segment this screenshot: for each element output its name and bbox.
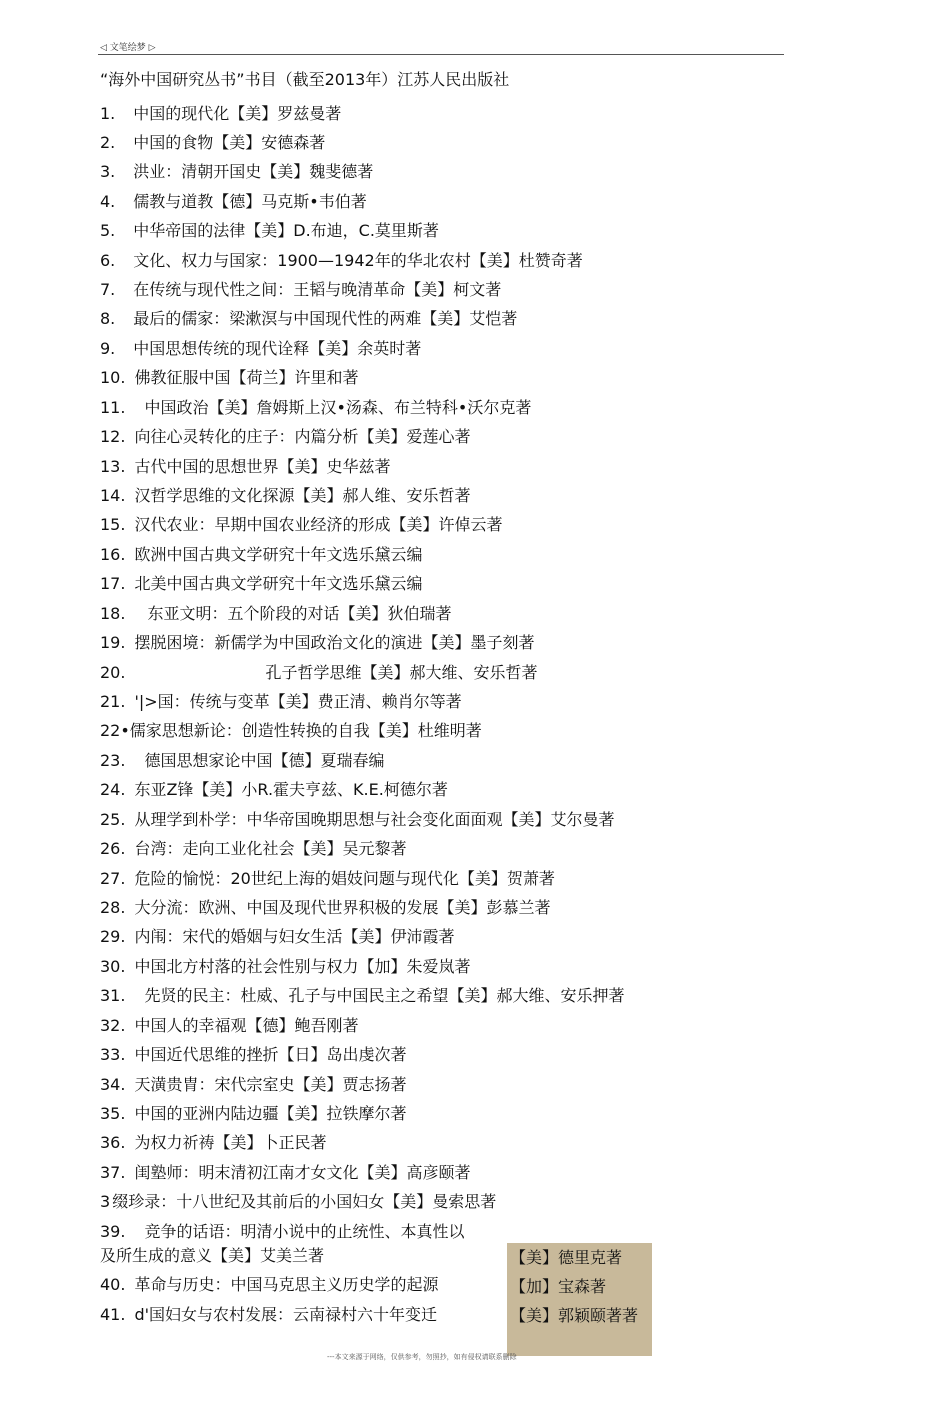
list-item — [100, 1192, 496, 1212]
item-number: 3 — [100, 1192, 111, 1211]
list-item-continuation — [100, 1246, 324, 1266]
list-item — [100, 604, 451, 624]
item-text: 中国的食物【美】安德森著 — [133, 133, 326, 152]
list-item — [100, 927, 454, 947]
header-divider — [98, 54, 784, 55]
item-number: 12. — [100, 427, 126, 446]
footer-disclaimer: ---本文来源于网络，仅供参考，勿照抄，如有侵权请联系删除 — [327, 1353, 517, 1361]
list-item — [100, 457, 390, 477]
item-text: 最后的儒家：梁漱溟与中国现代性的两难【美】艾恺著 — [133, 309, 518, 328]
item-number: 39. — [100, 1222, 126, 1241]
list-item — [100, 633, 534, 653]
item-text: 中国思想传统的现代诠释【美】余英时著 — [133, 339, 422, 358]
item-number: 11. — [100, 398, 126, 417]
item-number: 29. — [100, 927, 126, 946]
list-item — [100, 398, 531, 418]
item-text: 东亚文明：五个阶段的对话【美】狄伯瑞著 — [147, 604, 452, 623]
item-number: 2. — [100, 133, 116, 152]
item-number: 25. — [100, 810, 126, 829]
list-item — [100, 1016, 358, 1036]
list-item — [100, 869, 555, 889]
item-text: '|>国：传统与变革【美】费正清、赖肖尔等著 — [134, 692, 462, 711]
list-item — [100, 309, 517, 329]
item-text: 及所生成的意义【美】艾美兰著 — [100, 1246, 325, 1265]
list-item — [100, 280, 501, 300]
item-number: 35. — [100, 1104, 126, 1123]
list-item — [100, 1133, 326, 1153]
side-column-item: 【美】德里克著 — [510, 1248, 623, 1267]
list-item — [100, 221, 439, 241]
item-number: 10. — [100, 368, 126, 387]
item-text: 台湾：走向工业化社会【美】吴元黎著 — [134, 839, 407, 858]
item-text: 佛教征服中国【荷兰】许里和著 — [134, 368, 359, 387]
list-item — [100, 162, 373, 182]
item-text: 摆脱困境：新儒学为中国政治文化的演进【美】墨子刻著 — [134, 633, 535, 652]
item-number: 22• — [100, 721, 130, 740]
list-item — [100, 898, 550, 918]
item-number: 21. — [100, 692, 126, 711]
list-item — [100, 486, 470, 506]
list-item — [100, 692, 462, 712]
item-number: 41. — [100, 1305, 126, 1324]
list-item — [100, 780, 448, 800]
item-text: 古代中国的思想世界【美】史华兹著 — [134, 457, 391, 476]
list-item — [100, 1305, 437, 1325]
item-number: 37. — [100, 1163, 126, 1182]
item-number: 30. — [100, 957, 126, 976]
item-text: 在传统与现代性之间：王韬与晚清革命【美】柯文著 — [133, 280, 502, 299]
item-number: 3. — [100, 162, 116, 181]
item-text: 中华帝国的法律【美】D.布迪，C.莫里斯著 — [133, 221, 439, 240]
list-item — [100, 986, 624, 1006]
item-number: 32. — [100, 1016, 126, 1035]
item-text: 中国的亚洲内陆边疆【美】拉铁摩尔著 — [134, 1104, 407, 1123]
item-number: 1. — [100, 104, 116, 123]
list-item — [100, 104, 341, 124]
list-item — [100, 1275, 438, 1295]
item-text: 向往心灵转化的庄子：内篇分析【美】爱莲心著 — [134, 427, 471, 446]
item-number: 28. — [100, 898, 126, 917]
list-item — [100, 839, 406, 859]
list-item — [100, 663, 537, 683]
item-number: 18. — [100, 604, 126, 623]
item-text: d'国妇女与农村发展：云南禄村六十年变迁 — [134, 1305, 438, 1324]
list-item — [100, 427, 470, 447]
item-number: 17. — [100, 574, 126, 593]
item-text: 中国政治【美】詹姆斯上汉•汤森、布兰特科•沃尔克著 — [144, 398, 532, 417]
item-number: 6. — [100, 251, 116, 270]
header-mark: ◁ 文笔绘梦 ▷ — [100, 43, 156, 53]
list-item — [100, 251, 583, 271]
item-number: 16. — [100, 545, 126, 564]
item-text: 革命与历史：中国马克思主义历史学的起源 — [134, 1275, 439, 1294]
item-text: 中国的现代化【美】罗兹曼著 — [133, 104, 342, 123]
list-item — [100, 751, 384, 771]
item-text: 东亚Z锋【美】小R.霍夫亨兹、K.E.柯德尔著 — [134, 780, 448, 799]
list-item — [100, 1045, 406, 1065]
item-text: 汉代农业：早期中国农业经济的形成【美】许倬云著 — [134, 515, 503, 534]
item-text: 儒教与道教【德】马克斯•韦伯著 — [133, 192, 367, 211]
item-text: 文化、权力与国家：1900—1942年的华北农村【美】杜赞奇著 — [133, 251, 583, 270]
item-text: 内闱：宋代的婚姻与妇女生活【美】伊沛霞著 — [134, 927, 455, 946]
item-number: 40. — [100, 1275, 126, 1294]
list-item — [100, 1163, 470, 1183]
item-text: 中国近代思维的挫折【日】岛出虔次著 — [134, 1045, 407, 1064]
item-text: 天潢贵胄：宋代宗室史【美】贾志扬著 — [134, 1075, 407, 1094]
list-item — [100, 574, 422, 594]
item-number: 31. — [100, 986, 126, 1005]
item-number: 15. — [100, 515, 126, 534]
item-number: 26. — [100, 839, 126, 858]
side-column-item: 【加】宝森著 — [510, 1277, 607, 1296]
list-item — [100, 368, 358, 388]
item-text: 大分流：欧洲、中国及现代世界积极的发展【美】彭慕兰著 — [134, 898, 551, 917]
item-text: 中国人的幸福观【德】鲍吾刚著 — [134, 1016, 359, 1035]
item-number: 36. — [100, 1133, 126, 1152]
item-text: 竞争的话语：明清小说中的止统性、本真性以 — [144, 1222, 465, 1241]
item-number: 7. — [100, 280, 116, 299]
document-title: “海外中国研究丛书”书目（截至2013年）江苏人民出版社 — [100, 70, 510, 89]
list-item — [100, 133, 325, 153]
item-text: 先贤的民主：杜威、孔子与中国民主之希望【美】郝大维、安乐押著 — [144, 986, 625, 1005]
item-number: 23. — [100, 751, 126, 770]
list-item — [100, 1222, 464, 1242]
item-number: 5. — [100, 221, 116, 240]
item-text: 洪业：清朝开国史【美】魏斐德著 — [133, 162, 374, 181]
list-item — [100, 957, 470, 977]
item-number: 14. — [100, 486, 126, 505]
item-text: 欧洲中国古典文学研究十年文选乐黛云编 — [134, 545, 423, 564]
item-text: 北美中国古典文学研究十年文选乐黛云编 — [134, 574, 423, 593]
item-text: 德国思想家论中国【德】夏瑞春编 — [144, 751, 385, 770]
list-item — [100, 1104, 406, 1124]
item-text: 汉哲学思维的文化探源【美】郝人维、安乐哲著 — [134, 486, 471, 505]
item-number: 34. — [100, 1075, 126, 1094]
item-number: 4. — [100, 192, 116, 211]
list-item — [100, 192, 367, 212]
item-text: 为权力祈祷【美】卜正民著 — [134, 1133, 327, 1152]
list-item — [100, 515, 502, 535]
list-item — [100, 545, 422, 565]
item-text: 闺塾师：明末清初江南才女文化【美】高彦颐著 — [134, 1163, 471, 1182]
item-number: 20. — [100, 663, 126, 682]
item-text: 孔子哲学思维【美】郝大维、安乐哲著 — [265, 663, 538, 682]
list-item — [100, 339, 421, 359]
list-item — [100, 810, 614, 830]
list-item — [100, 1075, 406, 1095]
item-number: 27. — [100, 869, 126, 888]
item-text: 危险的愉悦：20世纪上海的娼妓问题与现代化【美】贺萧著 — [134, 869, 555, 888]
item-text: 从理学到朴学：中华帝国晚期思想与社会变化面面观【美】艾尔曼著 — [134, 810, 615, 829]
side-column-item: 【美】郭颖颐著著 — [510, 1306, 639, 1325]
list-item — [100, 721, 482, 741]
item-number: 13. — [100, 457, 126, 476]
item-number: 19. — [100, 633, 126, 652]
item-number: 24. — [100, 780, 126, 799]
item-text: 缀珍录：十八世纪及其前后的小国妇女【美】曼索思著 — [112, 1192, 497, 1211]
item-text: 儒家思想新论：创造性转换的自我【美】杜维明著 — [129, 721, 482, 740]
item-text: 中国北方村落的社会性别与权力【加】朱爱岚著 — [134, 957, 471, 976]
item-number: 9. — [100, 339, 116, 358]
item-number: 33. — [100, 1045, 126, 1064]
item-number: 8. — [100, 309, 116, 328]
